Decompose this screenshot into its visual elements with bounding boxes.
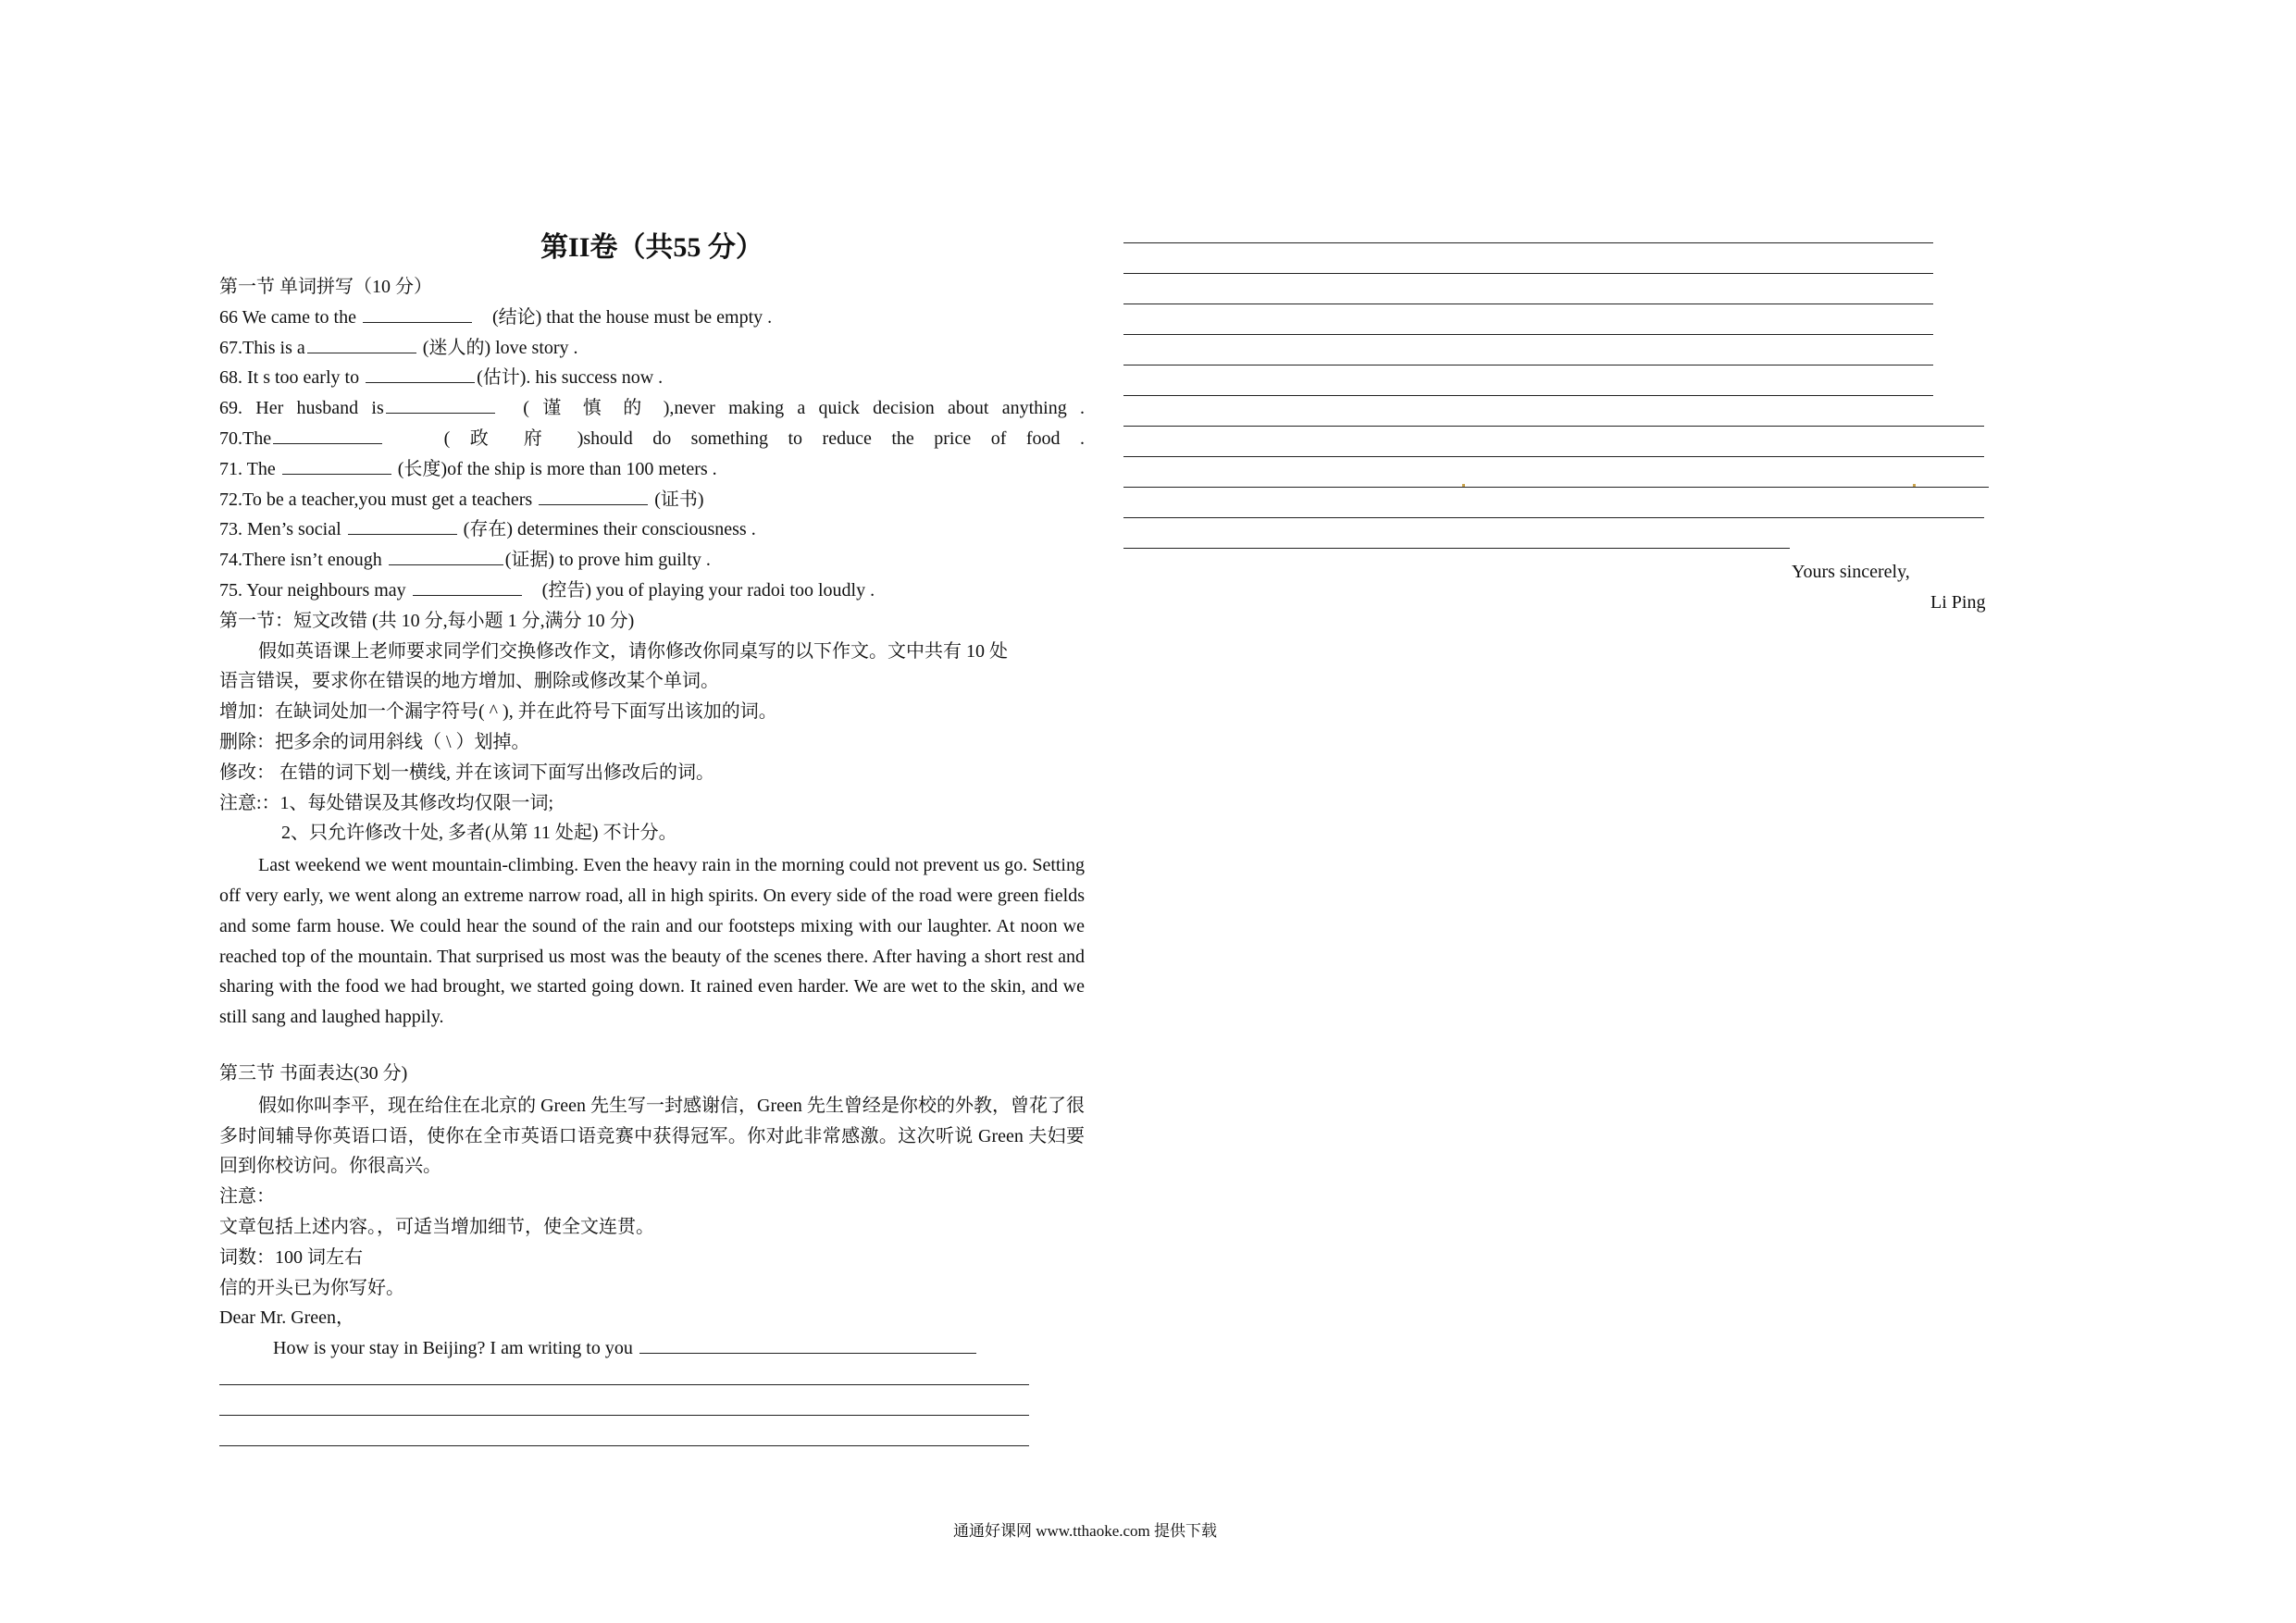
item-text: should do something to reduce the price of food . [583,427,1086,449]
instruction-line: 语言错误，要求你在错误的地方增加、删除或修改某个单词。 [219,671,719,692]
writing-blank[interactable] [639,1352,976,1354]
instruction-line: 增加：在缺词处加一个漏字符号( ^ ), 并在此符号下面写出该加的词。 [219,701,777,723]
item-hint: (证书) [654,489,704,510]
writing-line[interactable] [219,1445,1029,1446]
spelling-item [219,363,1085,393]
section2-heading: 第一节：短文改错 (共 10 分,每小题 1 分,满分 10 分) [219,610,635,631]
answer-blank[interactable] [366,381,475,383]
item-text: that the house must be empty . [541,306,773,328]
page-footer: 通通好课网 www.tthaoke.com 提供下载 [953,1522,1218,1540]
spelling-item [219,514,1085,545]
item-hint: (迷人的) [422,337,491,358]
signature-name: Li Ping [1930,592,1986,613]
item-hint: ( 谨 慎 的 ) [523,398,670,419]
instruction-line: 注意:：1、每处错误及其修改均仅限一词; [219,792,554,813]
writing-line[interactable] [1123,517,1984,518]
item-text: 68. It s too early to [219,367,365,389]
ink-dot [1462,484,1465,487]
writing-line[interactable] [1123,273,1933,274]
item-hint: (证据) [504,550,555,571]
writing-line[interactable] [219,1384,1029,1385]
closing-line: Yours sincerely, [1792,562,1910,582]
item-text: 74.There isn’t enough [219,550,387,571]
spelling-item [219,576,1085,606]
ink-dot [1913,484,1916,487]
letter-opening [219,1333,1085,1364]
answer-blank[interactable] [307,352,416,353]
answer-blank[interactable] [348,533,457,535]
item-hint: ( 政 府 ) [443,427,584,449]
notes-label: 注意： [219,1186,275,1208]
note-line: 词数：100 词左右 [219,1246,363,1268]
instruction-line: 2、只允许修改十处, 多者(从第 11 处起) 不计分。 [281,823,677,844]
item-hint: (存在) [463,519,513,540]
spelling-item [219,393,1085,424]
item-text: 66 We came to the [219,306,361,328]
answer-blank[interactable] [282,473,391,475]
answer-blank[interactable] [363,321,472,323]
item-hint: (控告) [541,579,591,601]
writing-prompt: 假如你叫李平，现在给住在北京的 Green 先生写一封感谢信，Green 先生曾经是你校的外教，曾花了很多时间辅导你英语口语，使你在全市英语口语竞赛中获得冠军。你对此非常感激。这次听说 Green 夫妇要回到你校访问。你很高兴。 [219,1095,1085,1177]
answer-blank[interactable] [413,594,522,596]
writing-line[interactable] [219,1415,1029,1416]
writing-line[interactable] [1123,456,1984,457]
item-text: 69. Her husband is [219,398,384,419]
writing-line[interactable] [1123,487,1989,488]
item-hint: (长度) [397,458,448,479]
writing-line[interactable] [1123,334,1933,335]
answer-blank[interactable] [273,442,382,444]
item-text: 67.This is a [219,337,305,358]
item-text: of the ship is more than 100 meters . [447,458,717,479]
item-text: ,never making a quick decision about anything . [669,398,1085,419]
answer-blank[interactable] [389,564,503,565]
spelling-item [219,485,1085,515]
page-title: 第II卷（共55 分） [540,232,763,263]
letter-salutation: Dear Mr. Green， [219,1307,355,1329]
item-hint: (结论) [491,306,542,328]
instruction-line: 删除：把多余的词用斜线（ \ ）划掉。 [219,731,530,752]
spelling-item [219,545,1085,576]
writing-line[interactable] [1123,548,1790,549]
writing-line[interactable] [1123,242,1933,243]
item-text: you of playing your radoi too loudly . [591,579,875,601]
error-correction-passage: Last weekend we went mountain-climbing. Even the heavy rain in the morning could not prevent us go. Setting off very early, we went along an extreme narrow road, all in high spirits. On every side of the road were green fields and some farm house. We could hear the sound of the rain and our footsteps mixing with our laughter. At noon we reached top of the mountain. That surprised us most was the beauty of the scenes there. After having a short rest and sharing with the food we had brought, we started going down. It rained even harder. We are wet to the skin, and we still sang and laughed happily. [219,855,1085,1028]
writing-line[interactable] [1123,426,1984,427]
section1-heading: 第一节 单词拼写（10 分） [219,277,432,297]
section3-heading: 第三节 书面表达(30 分) [219,1062,408,1084]
item-text: 73. Men’s social [219,519,346,540]
item-hint: (估计) [477,367,527,389]
note-line: 文章包括上述内容。，可适当增加细节，使全文连贯。 [219,1216,654,1237]
spelling-item [219,303,1085,333]
letter-opening-text: How is your stay in Beijing? I am writing to you [273,1338,633,1359]
answer-blank[interactable] [386,412,495,414]
item-text: determines their consciousness . [512,519,756,540]
item-text: 71. The [219,458,280,479]
item-text: 72.To be a teacher,you must get a teachers [219,489,538,510]
instruction-line: 假如英语课上老师要求同学们交换修改作文，请你修改你同桌写的以下作文。文中共有 10 处 [258,640,1008,662]
note-line: 信的开头已为你写好。 [219,1277,404,1298]
item-text: 70.The [219,427,272,449]
item-text: 75. Your neighbours may [219,579,411,601]
item-text: love story . [490,337,578,358]
spelling-item [219,333,1085,364]
writing-line[interactable] [1123,395,1933,396]
left-column [219,229,1085,1446]
spelling-item [219,454,1085,485]
instruction-line: 修改： 在错的词下划一横线, 并在该词下面写出修改后的词。 [219,762,714,783]
item-text: to prove him guilty . [554,550,711,571]
answer-blank[interactable] [539,503,648,505]
spelling-item [219,424,1085,454]
item-text: . his success now . [526,367,664,389]
